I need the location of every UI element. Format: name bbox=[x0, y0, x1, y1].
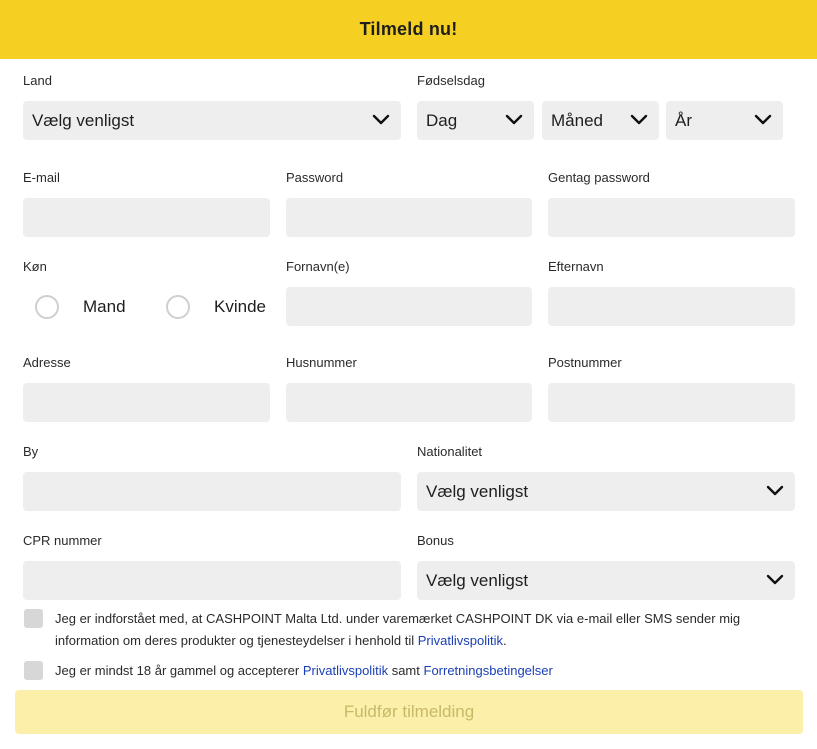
birthday-month-select[interactable] bbox=[542, 101, 659, 140]
age-consent-checkbox[interactable] bbox=[24, 661, 43, 680]
signup-header bbox=[0, 0, 817, 59]
last-name-label: Efternavn bbox=[548, 259, 604, 274]
birthday-day-select[interactable] bbox=[417, 101, 534, 140]
radio-circle-icon bbox=[166, 295, 190, 319]
email-label: E-mail bbox=[23, 170, 60, 185]
house-number-field[interactable] bbox=[286, 383, 532, 422]
marketing-consent-body: Jeg er indforstået med, at CASHPOINT Malta Ltd. under varemærket CASHPOINT DK via e-mail eller SMS sender mig information om deres produkter og tjenesteydelser i henhold til bbox=[55, 611, 741, 648]
radio-circle-icon bbox=[35, 295, 59, 319]
postal-code-field[interactable] bbox=[548, 383, 795, 422]
address-label: Adresse bbox=[23, 355, 71, 370]
birthday-month-value: Måned bbox=[551, 110, 603, 130]
chevron-down-icon bbox=[372, 113, 390, 127]
gender-radio-male[interactable] bbox=[35, 295, 126, 319]
city-label: By bbox=[23, 444, 39, 459]
country-label: Land bbox=[23, 73, 52, 88]
country-select-value: Vælg venligst bbox=[32, 110, 135, 130]
page-title: Tilmeld nu! bbox=[359, 19, 458, 39]
marketing-consent-text bbox=[55, 608, 800, 652]
password-field[interactable] bbox=[286, 198, 532, 237]
chevron-down-icon bbox=[766, 573, 784, 587]
country-select[interactable] bbox=[23, 101, 401, 140]
age-consent-text bbox=[55, 660, 800, 682]
bonus-select[interactable] bbox=[417, 561, 795, 600]
birthday-year-select[interactable] bbox=[666, 101, 783, 140]
repeat-password-field[interactable] bbox=[548, 198, 795, 237]
address-field[interactable] bbox=[23, 383, 270, 422]
postal-code-label: Postnummer bbox=[548, 355, 622, 370]
chevron-down-icon bbox=[754, 113, 772, 127]
birthday-label: Fødselsdag bbox=[417, 73, 485, 88]
gender-radio-male-label: Mand bbox=[83, 297, 126, 316]
marketing-consent-suffix: . bbox=[503, 633, 507, 648]
city-field[interactable] bbox=[23, 472, 401, 511]
bonus-select-value: Vælg venligst bbox=[426, 570, 529, 590]
gender-radio-female[interactable] bbox=[166, 295, 266, 319]
terms-link[interactable]: Forretningsbetingelser bbox=[423, 663, 553, 678]
first-name-field[interactable] bbox=[286, 287, 532, 326]
gender-label: Køn bbox=[23, 259, 47, 274]
gender-radio-female-label: Kvinde bbox=[214, 297, 266, 316]
privacy-policy-link-2[interactable]: Privatlivspolitik bbox=[302, 663, 389, 678]
privacy-policy-link[interactable]: Privatlivspolitik bbox=[417, 633, 504, 648]
chevron-down-icon bbox=[505, 113, 523, 127]
nationality-label: Nationalitet bbox=[417, 444, 483, 459]
marketing-consent-checkbox[interactable] bbox=[24, 609, 43, 628]
submit-button-label: Fuldfør tilmelding bbox=[343, 702, 475, 721]
bonus-label: Bonus bbox=[417, 533, 454, 548]
first-name-label: Fornavn(e) bbox=[286, 259, 350, 274]
birthday-year-value: År bbox=[675, 110, 692, 130]
nationality-select-value: Vælg venligst bbox=[426, 481, 529, 501]
last-name-field[interactable] bbox=[548, 287, 795, 326]
password-label: Password bbox=[286, 170, 344, 185]
age-consent-body: Jeg er mindst 18 år gammel og accepterer bbox=[55, 663, 303, 678]
chevron-down-icon bbox=[766, 484, 784, 498]
nationality-select[interactable] bbox=[417, 472, 795, 511]
house-number-label: Husnummer bbox=[286, 355, 357, 370]
chevron-down-icon bbox=[630, 113, 648, 127]
cpr-field[interactable] bbox=[23, 561, 401, 600]
age-consent-middle: samt bbox=[388, 663, 424, 678]
email-field[interactable] bbox=[23, 198, 270, 237]
cpr-label: CPR nummer bbox=[23, 533, 102, 548]
submit-button[interactable] bbox=[15, 690, 803, 734]
birthday-day-value: Dag bbox=[426, 110, 458, 130]
repeat-password-label: Gentag password bbox=[548, 170, 650, 185]
